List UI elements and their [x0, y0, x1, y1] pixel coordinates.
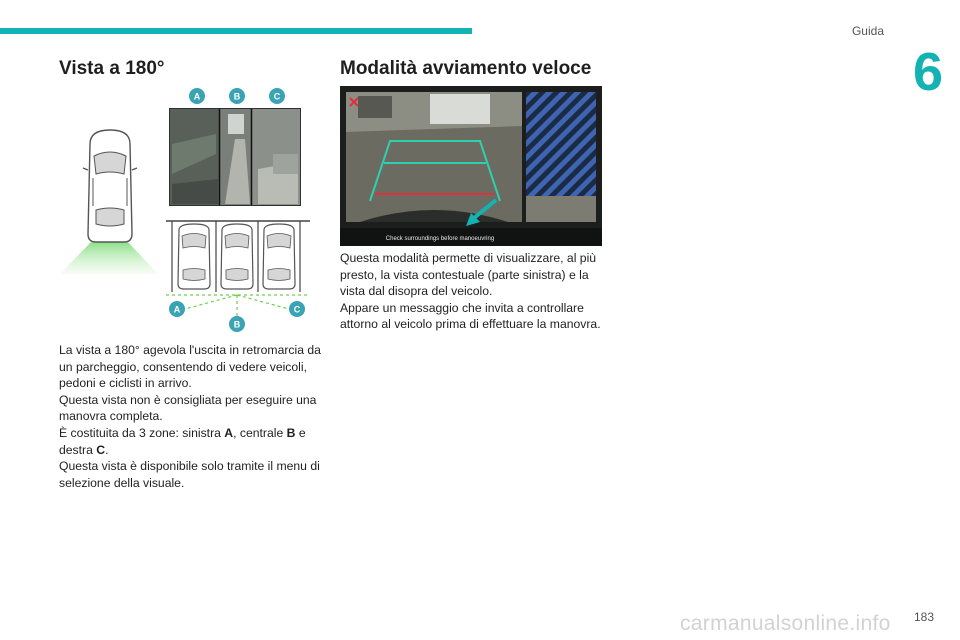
- svg-text:C: C: [273, 91, 281, 102]
- chapter-number: 6: [896, 40, 960, 104]
- right-body-text: [340, 250, 605, 333]
- badge-c-top: [269, 88, 285, 104]
- svg-text:C: C: [293, 304, 301, 315]
- badge-b-top: [229, 88, 245, 104]
- parked-car-center-icon: [221, 224, 253, 289]
- svg-text:A: A: [173, 304, 181, 315]
- badge-c-bottom: [289, 301, 305, 317]
- left-paragraph-1: La vista a 180° agevola l'uscita in retromarcia da un parcheggio, consentendo di vedere veicoli, pedoni e ciclisti in arrivo.: [59, 343, 321, 391]
- left-paragraph-2: Questa vista non è consigliata per eseguire una manovra completa.: [59, 392, 317, 424]
- svg-text:B: B: [233, 91, 241, 102]
- badge-b-bottom: [229, 316, 245, 332]
- quick-start-screen-figure: [340, 86, 602, 246]
- right-paragraph-1: Questa modalità permette di visualizzare, al più presto, la vista contestuale (parte sinistra) e la vista dal disopra del veicolo.: [340, 251, 597, 299]
- top-view-striped-panel: [526, 92, 596, 222]
- badge-a-top: [189, 88, 205, 104]
- view-180-figure: [60, 84, 322, 334]
- badge-a-bottom: [169, 301, 185, 317]
- right-section-title: Modalità avviamento veloce: [340, 58, 592, 79]
- parked-car-left-icon: [178, 224, 210, 289]
- svg-text:B: B: [233, 319, 241, 330]
- header-accent-bar: [0, 28, 472, 34]
- left-section-title: Vista a 180°: [59, 58, 165, 79]
- watermark: carmanualsonline.info: [680, 612, 891, 635]
- section-title: Guida: [851, 24, 884, 38]
- right-paragraph-2: Appare un messaggio che invita a controllare attorno al veicolo prima di effettuare la manovra.: [340, 300, 601, 332]
- rear-view-cone: [60, 238, 158, 274]
- left-paragraph-4: Questa vista è disponibile solo tramite il menu di selezione della visuale.: [59, 459, 320, 490]
- page-number: 183: [913, 610, 934, 624]
- car-top-view-icon: [83, 130, 137, 242]
- left-body-text: [59, 342, 325, 491]
- left-paragraph-3: È costituita da 3 zone: sinistra A, centrale B e destra C.: [59, 425, 306, 457]
- parked-car-right-icon: [263, 224, 295, 289]
- screen-message: Check surroundings before manoeuvring: [385, 236, 495, 242]
- svg-text:A: A: [193, 91, 201, 102]
- camera-screen: [169, 108, 301, 206]
